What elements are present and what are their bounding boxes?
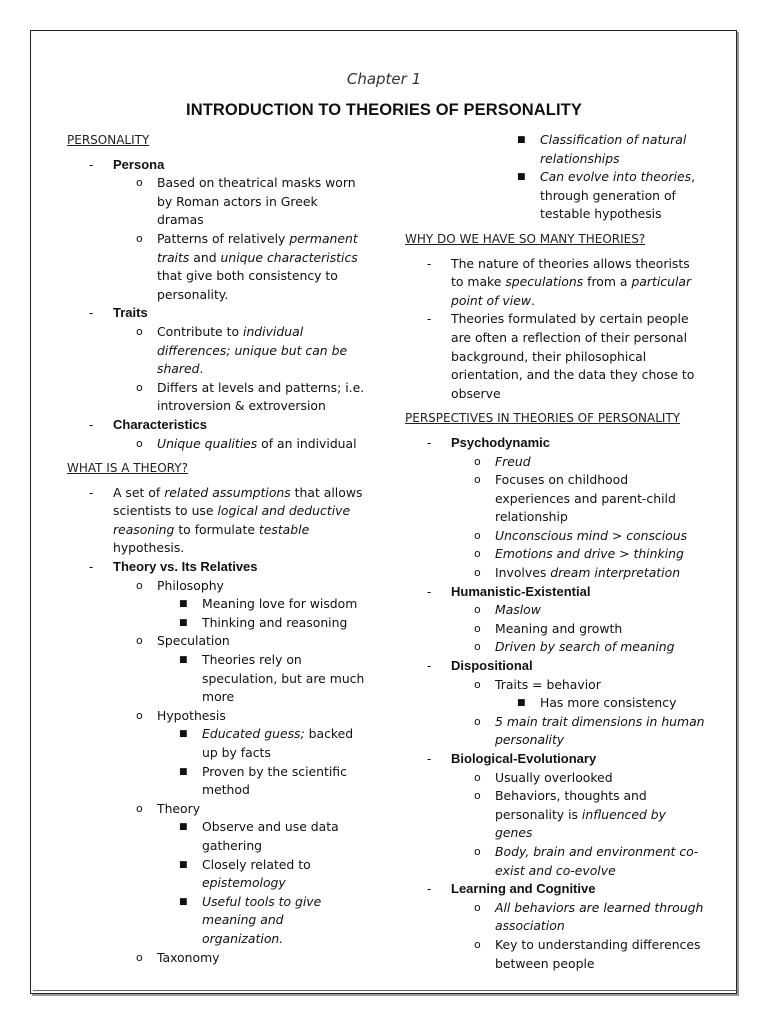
chapter-label: Chapter 1 xyxy=(346,70,422,88)
list-item: o Driven by search of meaning xyxy=(474,639,675,655)
list-item: o Meaning and growth xyxy=(474,620,623,636)
list-item: ■ Proven by the scientific method xyxy=(179,763,347,798)
list-item: - Theories formulated by certain people are often a reflection of their personal background, their philosophical orientation, and the data they chose to observe xyxy=(427,311,695,401)
list-item: ■ Educated guess; backed up by facts xyxy=(179,726,354,760)
list-item: o Unique qualities of an individual xyxy=(136,435,357,451)
left-column xyxy=(67,131,367,967)
list-item: - Theory vs. Its Relatives xyxy=(89,559,258,575)
list-item: o Usually overlooked xyxy=(474,769,613,785)
list-item: o 5 main trait dimensions in human personality xyxy=(474,713,705,748)
list-item: - The nature of theories allows theorists to make speculations from a particular point of view. xyxy=(427,255,692,308)
list-item: ■ Has more consistency xyxy=(517,695,677,711)
term-learning: Learning and Cognitive xyxy=(451,881,596,897)
term-biological: Biological-Evolutionary xyxy=(451,751,597,766)
list-item: o Unconscious mind > conscious xyxy=(474,527,688,543)
list-item: ■ Observe and use data gathering xyxy=(179,819,339,853)
list-item: - Humanistic-Existential xyxy=(427,583,591,599)
list-item: - Dispositional xyxy=(427,658,533,674)
list-item: - Characteristics xyxy=(89,416,207,432)
list-item: - Psychodynamic xyxy=(427,434,550,450)
list-item: - Traits xyxy=(89,305,148,321)
list-item: - Biological-Evolutionary xyxy=(427,751,597,766)
term-relatives: Theory vs. Its Relatives xyxy=(113,559,258,575)
list-item: o Behaviors, thoughts and personality is influenced by genes xyxy=(474,788,666,841)
term-psychodynamic: Psychodynamic xyxy=(451,434,550,450)
list-item: o Philosophy xyxy=(136,577,224,593)
term-humanistic: Humanistic-Existential xyxy=(451,583,591,599)
term-persona: Persona xyxy=(113,156,165,172)
term-dispositional: Dispositional xyxy=(451,658,533,674)
list-item: o Key to understanding differences between people xyxy=(474,936,701,971)
list-item: o Focuses on childhood experiences and parent-child relationship xyxy=(474,472,676,525)
list-item: o Hypothesis xyxy=(136,707,226,723)
section-header-why: WHY DO WE HAVE SO MANY THEORIES? xyxy=(405,231,646,246)
list-item: ■ Theories rely on speculation, but are much more xyxy=(179,652,365,705)
list-item: o Taxonomy xyxy=(136,949,220,965)
list-item: ■ Classification of natural relationships xyxy=(517,132,687,166)
right-column xyxy=(405,131,705,973)
list-item: ■ Closely related to epistemology xyxy=(179,856,311,891)
section-header-personality: PERSONALITY xyxy=(67,133,150,147)
list-item: o Theory xyxy=(136,800,201,816)
list-item: ■ Can evolve into theories, through generation of testable hypothesis xyxy=(517,169,696,222)
list-item: o Speculation xyxy=(136,633,230,649)
list-item: o Traits = behavior xyxy=(474,676,601,692)
page-border-shadow xyxy=(33,990,738,991)
list-item: o Differs at levels and patterns; i.e. introversion & extroversion xyxy=(136,379,365,414)
list-item: ■ Useful tools to give meaning and organization. xyxy=(179,893,322,946)
list-item: o Body, brain and environment co-exist and co-evolve xyxy=(474,843,699,878)
list-item: o Freud xyxy=(474,453,531,469)
list-item: ■ Thinking and reasoning xyxy=(179,614,348,630)
list-item: o Involves dream interpretation xyxy=(474,565,681,581)
list-item: o Based on theatrical masks worn by Roman actors in Greek dramas xyxy=(136,175,356,228)
section-header-theory: WHAT IS A THEORY? xyxy=(67,461,188,476)
list-item: - A set of related assumptions that allows scientists to use logical and deductive reasoning to formulate testable hypothesis. xyxy=(89,484,363,556)
list-item: o Emotions and drive > thinking xyxy=(474,546,684,562)
section-header-perspectives: PERSPECTIVES IN THEORIES OF PERSONALITY xyxy=(405,411,681,426)
list-item: ■ Meaning love for wisdom xyxy=(179,596,358,612)
term-characteristics: Characteristics xyxy=(113,416,207,432)
term-traits: Traits xyxy=(113,305,148,321)
list-item: o Contribute to individual differences; unique but can be shared. xyxy=(136,323,348,377)
page-title: INTRODUCTION TO THEORIES OF PERSONALITY xyxy=(186,101,582,119)
list-item: - Learning and Cognitive xyxy=(427,881,596,897)
list-item: o All behaviors are learned through association xyxy=(474,899,704,934)
list-item: - Persona xyxy=(89,156,165,172)
list-item: o Patterns of relatively permanent traits and unique characteristics that give both consistency to personality. xyxy=(136,230,358,302)
list-item: o Maslow xyxy=(474,602,541,618)
